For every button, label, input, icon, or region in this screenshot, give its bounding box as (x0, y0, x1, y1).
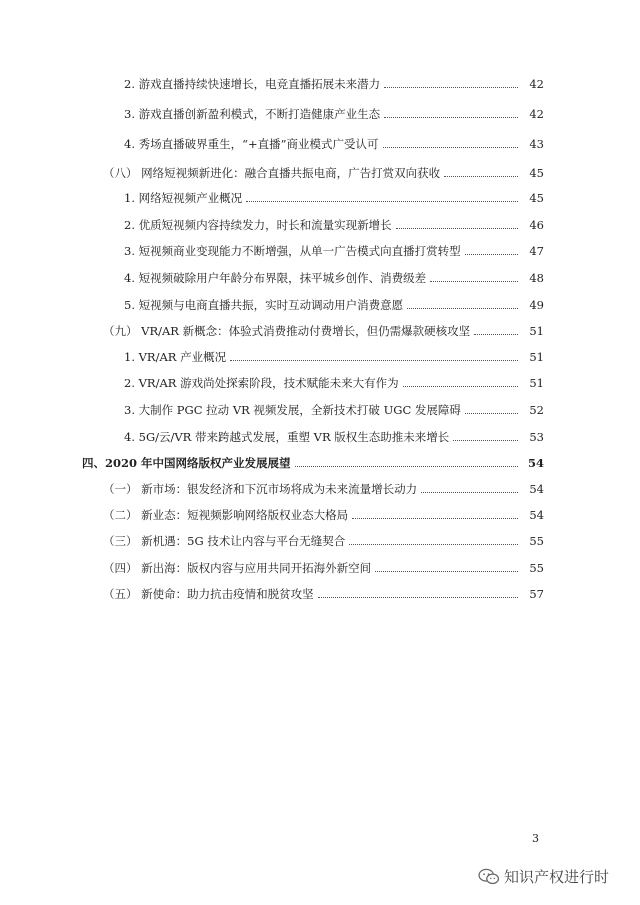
toc-entry (124, 292, 544, 312)
toc-entry (103, 476, 544, 496)
toc-entry-title: （八） 网络短视频新进化：融合直播共振电商，广告打赏双向获收 (103, 166, 441, 180)
toc-entry (103, 528, 544, 548)
toc-entry (124, 370, 544, 390)
toc-entry (124, 238, 544, 258)
toc-entry (124, 101, 544, 121)
toc-entry-title: 3. 短视频商业变现能力不断增强，从单一广告模式向直播打赏转型 (124, 244, 461, 258)
toc-entry-page: 51 (529, 324, 544, 338)
toc-leader-dots (349, 544, 518, 545)
toc-leader-dots (352, 518, 518, 519)
watermark (478, 866, 609, 887)
toc-entry-title: 2. 优质短视频内容持续发力，时长和流量实现新增长 (124, 218, 392, 232)
toc-entry (103, 502, 544, 522)
toc-entry (124, 185, 544, 205)
toc-leader-dots (407, 308, 518, 309)
toc-entry (124, 71, 544, 91)
toc-entry (103, 555, 544, 575)
toc-entry-title: 5. 短视频与电商直播共振，实时互动调动用户消费意愿 (124, 298, 404, 312)
wechat-icon (478, 868, 500, 886)
toc-entry (124, 344, 544, 364)
toc-entry-page: 53 (529, 430, 544, 444)
toc-leader-dots (430, 281, 518, 282)
toc-entry-page: 47 (529, 244, 544, 258)
toc-entry-title: 1. 网络短视频产业概况 (124, 191, 243, 205)
toc-entry-page: 43 (529, 137, 544, 151)
toc-entry-title: 四、2020 年中国网络版权产业发展展望 (82, 456, 291, 470)
page-number: 3 (532, 832, 539, 845)
toc-entry-page: 51 (529, 350, 544, 364)
toc-entry-page: 45 (529, 191, 544, 205)
toc-entry (103, 318, 544, 338)
toc-entry-page: 42 (529, 107, 544, 121)
watermark-text: 知识产权进行时 (504, 868, 610, 886)
toc-entry-title: （三） 新机遇：5G 技术让内容与平台无缝契合 (103, 534, 346, 548)
toc-entry (103, 581, 544, 601)
toc-leader-dots (384, 87, 518, 88)
toc-leader-dots (383, 147, 518, 148)
toc-entry-title: 2. 游戏直播持续快速增长，电竞直播拓展未来潜力 (124, 77, 381, 91)
toc-entry-title: 2. VR/AR 游戏尚处探索阶段，技术赋能未来大有作为 (124, 376, 399, 390)
toc-entry (124, 265, 544, 285)
toc-entry-page: 54 (527, 456, 544, 470)
toc-entry (124, 424, 544, 444)
toc-entry-page: 46 (529, 218, 544, 232)
toc-leader-dots (444, 176, 518, 177)
toc-entry-title: （四） 新出海：版权内容与应用共同开拓海外新空间 (103, 561, 372, 575)
toc-entry (124, 131, 544, 151)
toc-leader-dots (453, 440, 518, 441)
toc-entry-title: 1. VR/AR 产业概况 (124, 350, 227, 364)
toc-entry-title: 4. 5G/云/VR 带来跨越式发展，重塑 VR 版权生态助推未来增长 (124, 430, 450, 444)
toc-entry-title: 3. 大制作 PGC 拉动 VR 视频发展，全新技术打破 UGC 发展障碍 (124, 403, 461, 417)
toc-entry-title: 4. 短视频破除用户年龄分布界限，抹平城乡创作、消费级差 (124, 271, 427, 285)
toc-entry-page: 52 (529, 403, 544, 417)
toc-entry-page: 55 (529, 534, 544, 548)
toc-entry-page: 55 (529, 561, 544, 575)
toc-entry-page: 54 (529, 482, 544, 496)
toc-entry-page: 51 (529, 376, 544, 390)
toc-entry (103, 160, 544, 180)
toc-leader-dots (295, 466, 518, 467)
toc-leader-dots (465, 254, 518, 255)
toc-leader-dots (396, 228, 518, 229)
toc-entry-title: （五） 新使命：助力抗击疫情和脱贫攻坚 (103, 587, 314, 601)
toc-entry-page: 48 (529, 271, 544, 285)
toc-entry-title: 4. 秀场直播破界重生，“+直播”商业模式广受认可 (124, 137, 379, 151)
toc-entry-page: 54 (529, 508, 544, 522)
toc-entry (124, 212, 544, 232)
toc-leader-dots (230, 360, 518, 361)
toc-entry-page: 45 (529, 166, 544, 180)
toc-leader-dots (246, 201, 518, 202)
toc-leader-dots (318, 597, 518, 598)
toc-entry-title: （二） 新业态：短视频影响网络版权业态大格局 (103, 508, 349, 522)
toc-leader-dots (384, 117, 518, 118)
toc-entry-title: （九） VR/AR 新概念：体验式消费推动付费增长，但仍需爆款硬核攻坚 (103, 324, 471, 338)
toc-leader-dots (421, 492, 518, 493)
toc-entry-title: 3. 游戏直播创新盈利模式，不断打造健康产业生态 (124, 107, 381, 121)
toc-chapter (82, 450, 544, 470)
toc-entry (124, 397, 544, 417)
toc-entry-page: 49 (529, 298, 544, 312)
toc-entry-page: 57 (529, 587, 544, 601)
toc-leader-dots (465, 413, 518, 414)
toc-leader-dots (375, 571, 518, 572)
toc-leader-dots (403, 386, 518, 387)
toc-leader-dots (474, 334, 518, 335)
toc-entry-title: （一） 新市场：银发经济和下沉市场将成为未来流量增长动力 (103, 482, 418, 496)
toc-entry-page: 42 (529, 77, 544, 91)
